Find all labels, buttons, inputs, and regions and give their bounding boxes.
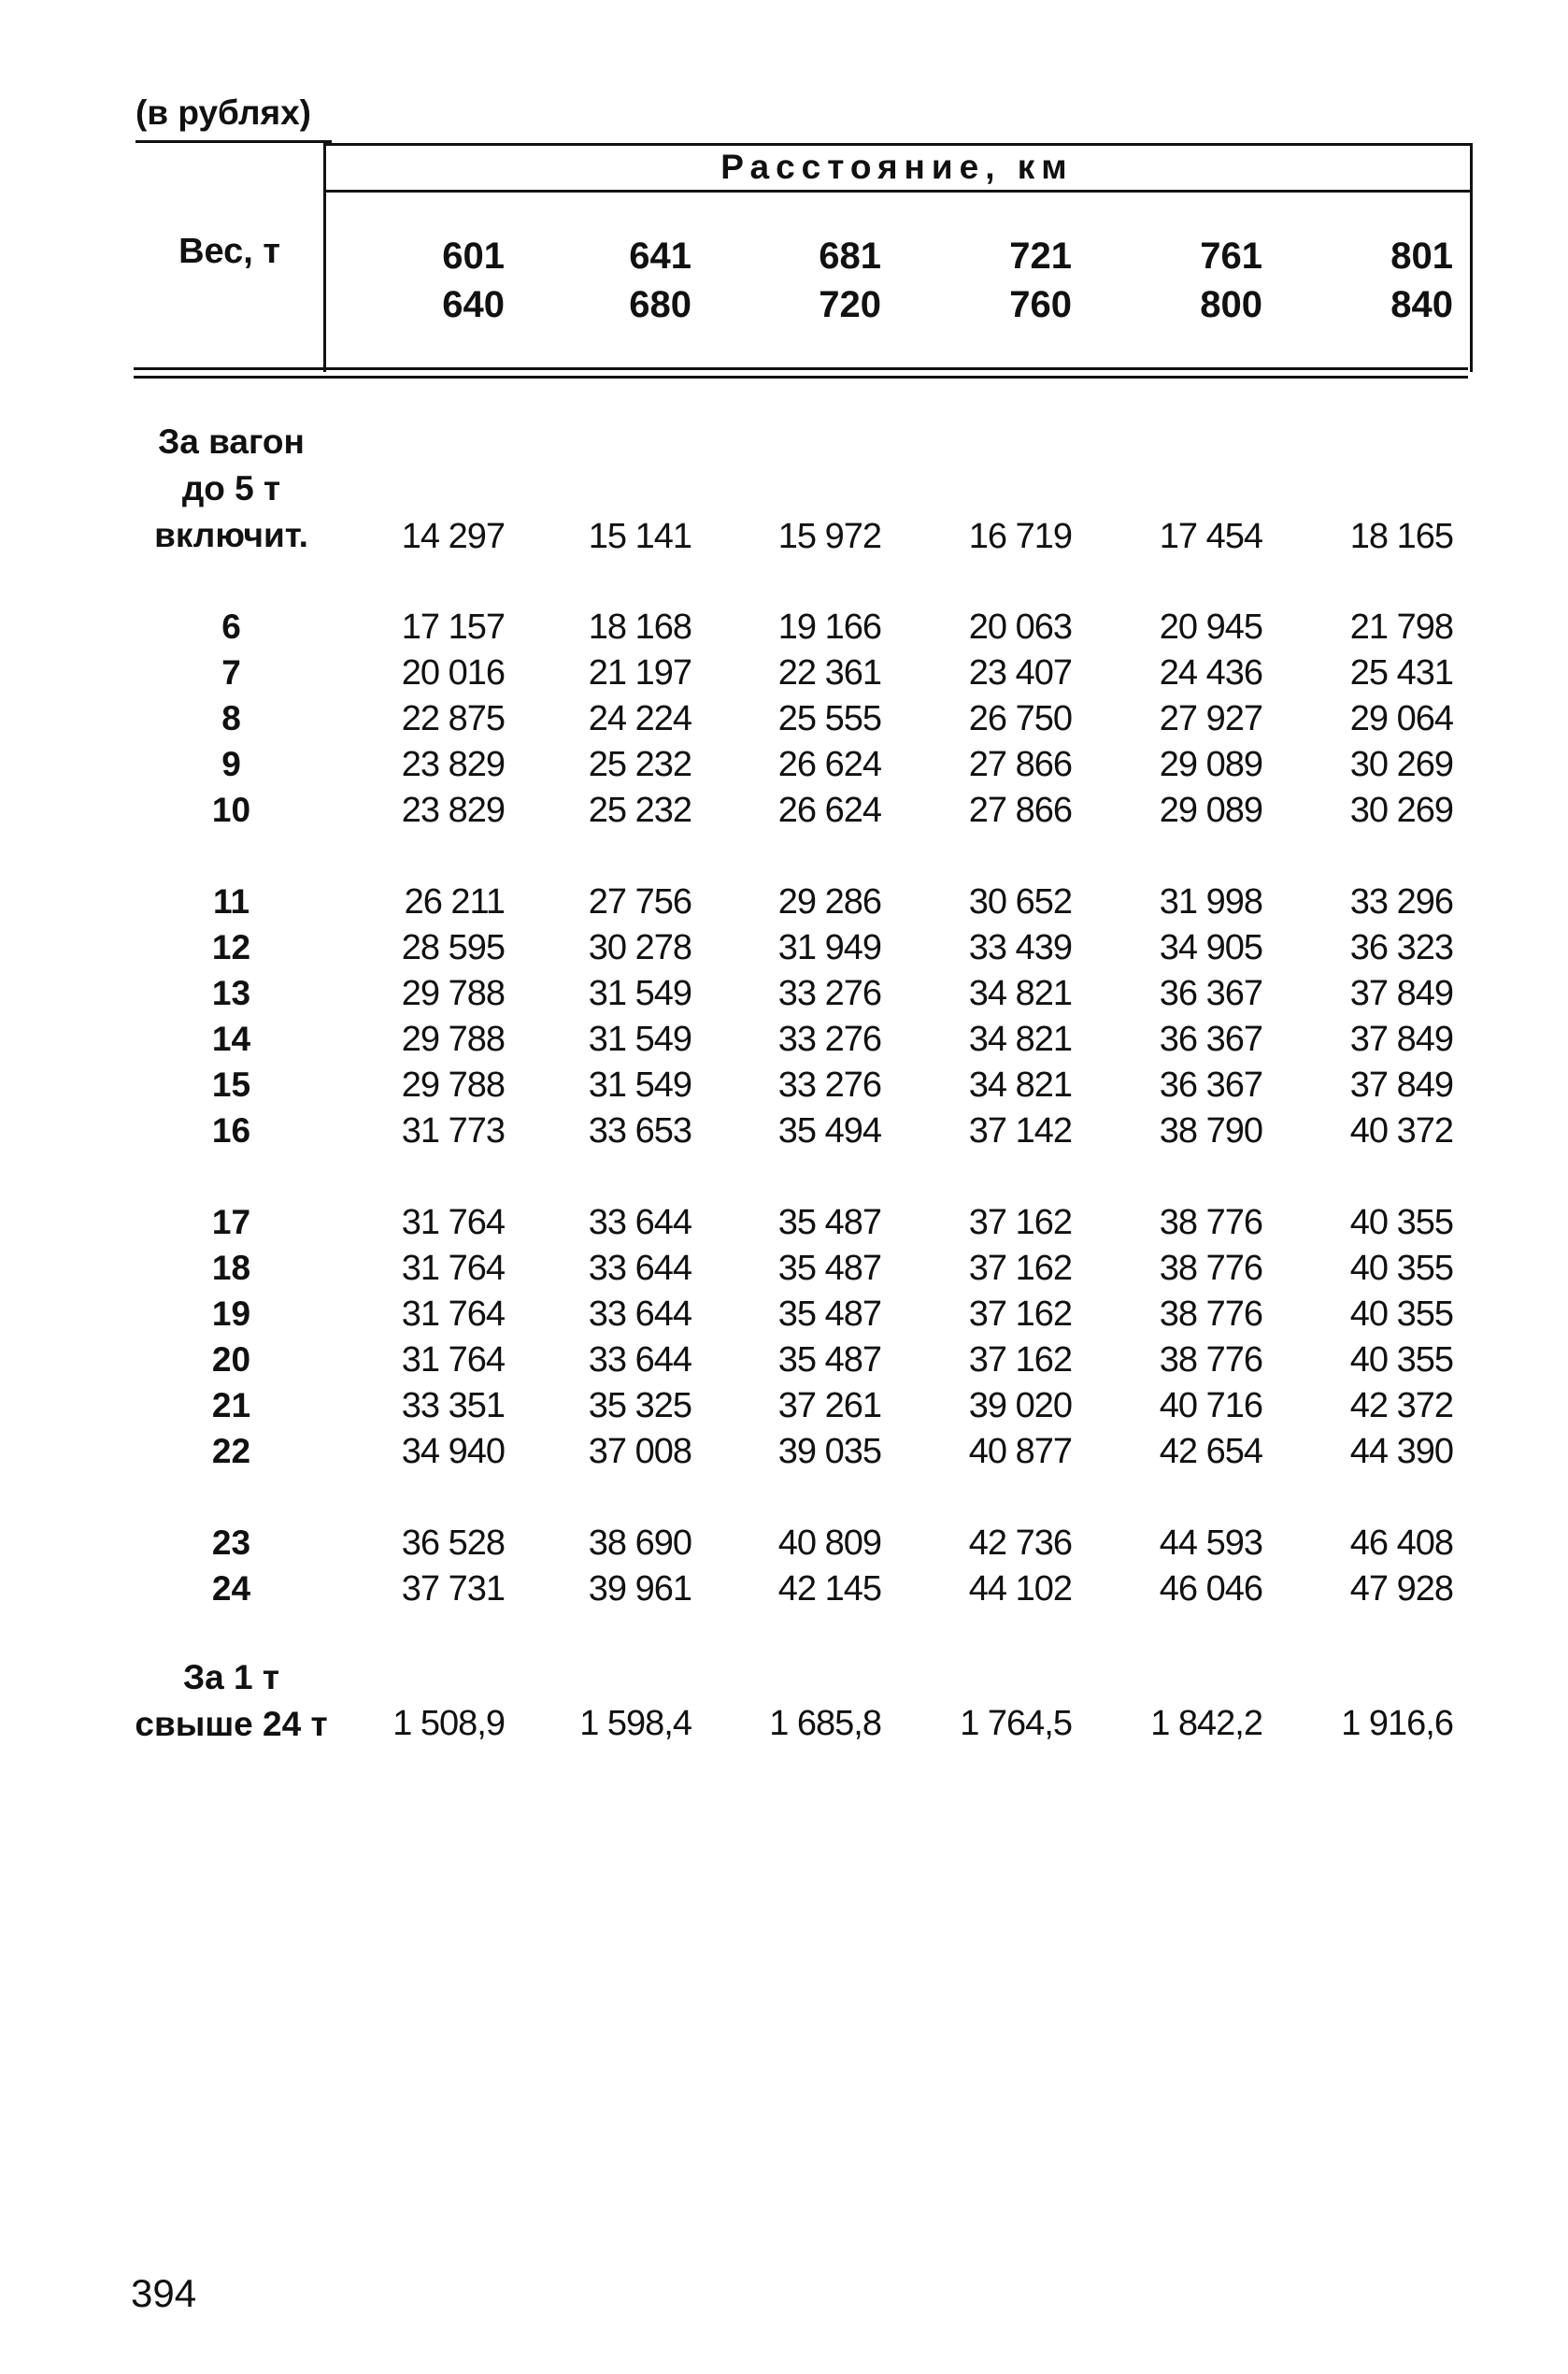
table-cell: 29 064	[1349, 699, 1453, 738]
table-cell: 37 731	[401, 1569, 505, 1609]
table-cell: 44 102	[968, 1569, 1072, 1609]
table-cell: 14 297	[401, 517, 505, 556]
table-cell: 27 866	[968, 791, 1072, 830]
table-cell: 34 821	[968, 1020, 1072, 1059]
last-row-label	[131, 1654, 332, 1748]
table-cell: 33 296	[1349, 882, 1453, 922]
table-cell: 31 549	[588, 974, 691, 1013]
table-cell: 28 595	[401, 928, 505, 967]
weight-label: 17	[211, 1203, 251, 1241]
table-cell: 39 961	[588, 1569, 691, 1609]
weight-label: 23	[211, 1523, 251, 1562]
label-line: включит.	[154, 516, 308, 554]
distance-range-1	[355, 232, 505, 329]
weight-label: 9	[221, 745, 241, 783]
table-cell: 42 145	[777, 1569, 881, 1609]
table-cell: 47 928	[1349, 1569, 1453, 1609]
table-cell: 30 269	[1349, 791, 1453, 830]
table-cell: 20 063	[968, 608, 1072, 647]
table-cell: 44 593	[1159, 1523, 1262, 1563]
range-to: 720	[819, 284, 881, 325]
table-cell: 1 842,2	[1150, 1704, 1262, 1743]
first-row-label	[131, 419, 332, 559]
table-cell: 16 719	[968, 517, 1072, 556]
table-cell: 33 276	[777, 974, 881, 1013]
table-cell: 29 089	[1159, 791, 1262, 830]
table-cell: 17 157	[401, 608, 505, 647]
table-cell: 21 197	[588, 653, 691, 693]
table-cell: 22 875	[401, 699, 505, 738]
table-cell: 34 821	[968, 974, 1072, 1013]
weight-label: 18	[211, 1249, 251, 1287]
table-cell: 26 750	[968, 699, 1072, 738]
distance-range-5	[1113, 232, 1262, 329]
table-cell: 20 016	[401, 653, 505, 693]
table-cell: 29 286	[777, 882, 881, 922]
table-cell: 27 927	[1159, 699, 1262, 738]
weight-label: 12	[211, 928, 251, 966]
table-cell: 25 431	[1349, 653, 1453, 693]
table-cell: 42 736	[968, 1523, 1072, 1563]
range-from: 761	[1200, 236, 1262, 277]
table-cell: 38 776	[1159, 1294, 1262, 1334]
table-cell: 20 945	[1159, 608, 1262, 647]
units-underline	[135, 140, 332, 143]
table-cell: 29 788	[401, 1065, 505, 1105]
range-to: 760	[1009, 284, 1072, 325]
table-cell: 35 487	[777, 1249, 881, 1288]
table-cell: 34 905	[1159, 928, 1262, 967]
table-cell: 37 008	[588, 1432, 691, 1471]
table-cell: 37 162	[968, 1249, 1072, 1288]
table-cell: 17 454	[1159, 517, 1262, 556]
table-cell: 36 367	[1159, 1020, 1262, 1059]
table-cell: 38 690	[588, 1523, 691, 1563]
table-cell: 21 798	[1349, 608, 1453, 647]
table-cell: 18 165	[1349, 517, 1453, 556]
table-cell: 39 035	[777, 1432, 881, 1471]
range-to: 680	[629, 284, 691, 325]
table-cell: 40 355	[1349, 1203, 1453, 1242]
table-cell: 31 764	[401, 1294, 505, 1334]
table-cell: 31 949	[777, 928, 881, 967]
table-cell: 35 494	[777, 1111, 881, 1151]
table-cell: 29 089	[1159, 745, 1262, 784]
weight-label: 13	[211, 974, 251, 1012]
distance-range-4	[922, 232, 1072, 329]
weight-label: 6	[221, 608, 241, 646]
range-from: 801	[1390, 236, 1453, 277]
range-from: 681	[819, 236, 881, 277]
table-cell: 1 764,5	[960, 1704, 1072, 1743]
weight-label: 14	[211, 1020, 251, 1058]
table-cell: 37 849	[1349, 1065, 1453, 1105]
weight-label: 22	[211, 1432, 251, 1470]
table-cell: 38 776	[1159, 1249, 1262, 1288]
table-cell: 38 790	[1159, 1111, 1262, 1151]
table-cell: 33 644	[588, 1340, 691, 1380]
table-cell: 35 487	[777, 1203, 881, 1242]
table-cell: 19 166	[777, 608, 881, 647]
table-cell: 1 508,9	[392, 1704, 505, 1743]
units-note: (в рублях)	[135, 93, 311, 132]
range-to: 840	[1390, 284, 1453, 325]
weight-label: 11	[212, 882, 250, 921]
table-cell: 26 624	[777, 791, 881, 830]
weight-label: 24	[211, 1569, 251, 1608]
page-number: 394	[131, 2271, 197, 2315]
table-cell: 37 142	[968, 1111, 1072, 1151]
table-cell: 40 716	[1159, 1386, 1262, 1425]
table-cell: 34 940	[401, 1432, 505, 1471]
table-cell: 26 211	[404, 882, 505, 922]
range-from: 601	[442, 236, 505, 277]
weight-label: 10	[211, 791, 251, 829]
table-cell: 36 528	[401, 1523, 505, 1563]
table-cell: 22 361	[777, 653, 881, 693]
weight-label: 8	[221, 699, 241, 737]
table-cell: 44 390	[1349, 1432, 1453, 1471]
table-cell: 37 162	[968, 1340, 1072, 1380]
table-cell: 40 355	[1349, 1340, 1453, 1380]
table-cell: 35 325	[588, 1386, 691, 1425]
table-cell: 30 278	[588, 928, 691, 967]
distance-title: Расстояние, км	[720, 148, 1074, 186]
range-from: 641	[629, 236, 691, 277]
table-cell: 23 829	[401, 791, 505, 830]
weight-label: 21	[211, 1386, 251, 1424]
table-cell: 40 372	[1349, 1111, 1453, 1151]
table-cell: 34 821	[968, 1065, 1072, 1105]
table-cell: 1 598,4	[579, 1704, 691, 1743]
table-cell: 42 654	[1159, 1432, 1262, 1471]
table-cell: 36 367	[1159, 1065, 1262, 1105]
table-cell: 23 407	[968, 653, 1072, 693]
table-cell: 33 653	[588, 1111, 691, 1151]
table-cell: 36 367	[1159, 974, 1262, 1013]
table-cell: 40 809	[777, 1523, 881, 1563]
table-cell: 33 439	[968, 928, 1072, 967]
table-cell: 31 764	[401, 1203, 505, 1242]
table-cell: 46 046	[1159, 1569, 1262, 1609]
distance-range-3	[732, 232, 881, 329]
table-cell: 23 829	[401, 745, 505, 784]
header-double-rule-bottom	[134, 376, 1468, 379]
table-cell: 25 232	[588, 791, 691, 830]
table-cell: 36 323	[1349, 928, 1453, 967]
range-to: 640	[442, 284, 505, 325]
table-cell: 1 916,6	[1341, 1704, 1453, 1743]
table-cell: 46 408	[1349, 1523, 1453, 1563]
table-cell: 27 756	[588, 882, 691, 922]
range-to: 800	[1200, 284, 1262, 325]
table-cell: 33 644	[588, 1203, 691, 1242]
header-double-rule-top	[134, 367, 1468, 370]
table-cell: 38 776	[1159, 1340, 1262, 1380]
table-cell: 35 487	[777, 1294, 881, 1334]
table-cell: 40 355	[1349, 1294, 1453, 1334]
table-cell: 37 162	[968, 1203, 1072, 1242]
table-cell: 40 355	[1349, 1249, 1453, 1288]
table-cell: 31 764	[401, 1249, 505, 1288]
table-cell: 25 555	[777, 699, 881, 738]
label-line: За вагон	[158, 422, 305, 461]
distance-underline	[323, 190, 1471, 193]
weight-label: 20	[211, 1340, 251, 1379]
table-cell: 30 269	[1349, 745, 1453, 784]
label-line: За 1 т	[182, 1658, 279, 1696]
table-cell: 40 877	[968, 1432, 1072, 1471]
table-cell: 33 276	[777, 1020, 881, 1059]
table-cell: 29 788	[401, 974, 505, 1013]
distance-range-6	[1304, 232, 1453, 329]
table-cell: 31 549	[588, 1065, 691, 1105]
table-cell: 26 624	[777, 745, 881, 784]
table-cell: 37 261	[777, 1386, 881, 1425]
weight-label: 7	[221, 653, 241, 692]
table-cell: 31 773	[401, 1111, 505, 1151]
table-cell: 31 764	[401, 1340, 505, 1380]
table-cell: 27 866	[968, 745, 1072, 784]
label-line: до 5 т	[181, 469, 281, 508]
weight-label: 15	[211, 1065, 251, 1104]
distance-range-2	[542, 232, 691, 329]
table-cell: 1 685,8	[769, 1704, 881, 1743]
table-cell: 37 849	[1349, 1020, 1453, 1059]
weight-label: 19	[211, 1294, 251, 1333]
table-cell: 38 776	[1159, 1203, 1262, 1242]
table-cell: 15 141	[588, 517, 691, 556]
table-cell: 18 168	[588, 608, 691, 647]
label-line: свыше 24 т	[135, 1705, 328, 1743]
table-cell: 42 372	[1349, 1386, 1453, 1425]
table-cell: 30 652	[968, 882, 1072, 922]
table-cell: 31 549	[588, 1020, 691, 1059]
table-cell: 37 162	[968, 1294, 1072, 1334]
table-cell: 39 020	[968, 1386, 1072, 1425]
table-cell: 35 487	[777, 1340, 881, 1380]
table-cell: 24 224	[588, 699, 691, 738]
table-cell: 33 351	[401, 1386, 505, 1425]
table-cell: 25 232	[588, 745, 691, 784]
table-cell: 29 788	[401, 1020, 505, 1059]
table-cell: 24 436	[1159, 653, 1262, 693]
weight-label: 16	[211, 1111, 251, 1150]
table-cell: 33 644	[588, 1249, 691, 1288]
table-cell: 37 849	[1349, 974, 1453, 1013]
table-cell: 15 972	[777, 517, 881, 556]
table-cell: 33 276	[777, 1065, 881, 1105]
range-from: 721	[1009, 236, 1072, 277]
table-cell: 31 998	[1159, 882, 1262, 922]
weight-column-header: Вес, т	[178, 232, 280, 271]
table-cell: 33 644	[588, 1294, 691, 1334]
